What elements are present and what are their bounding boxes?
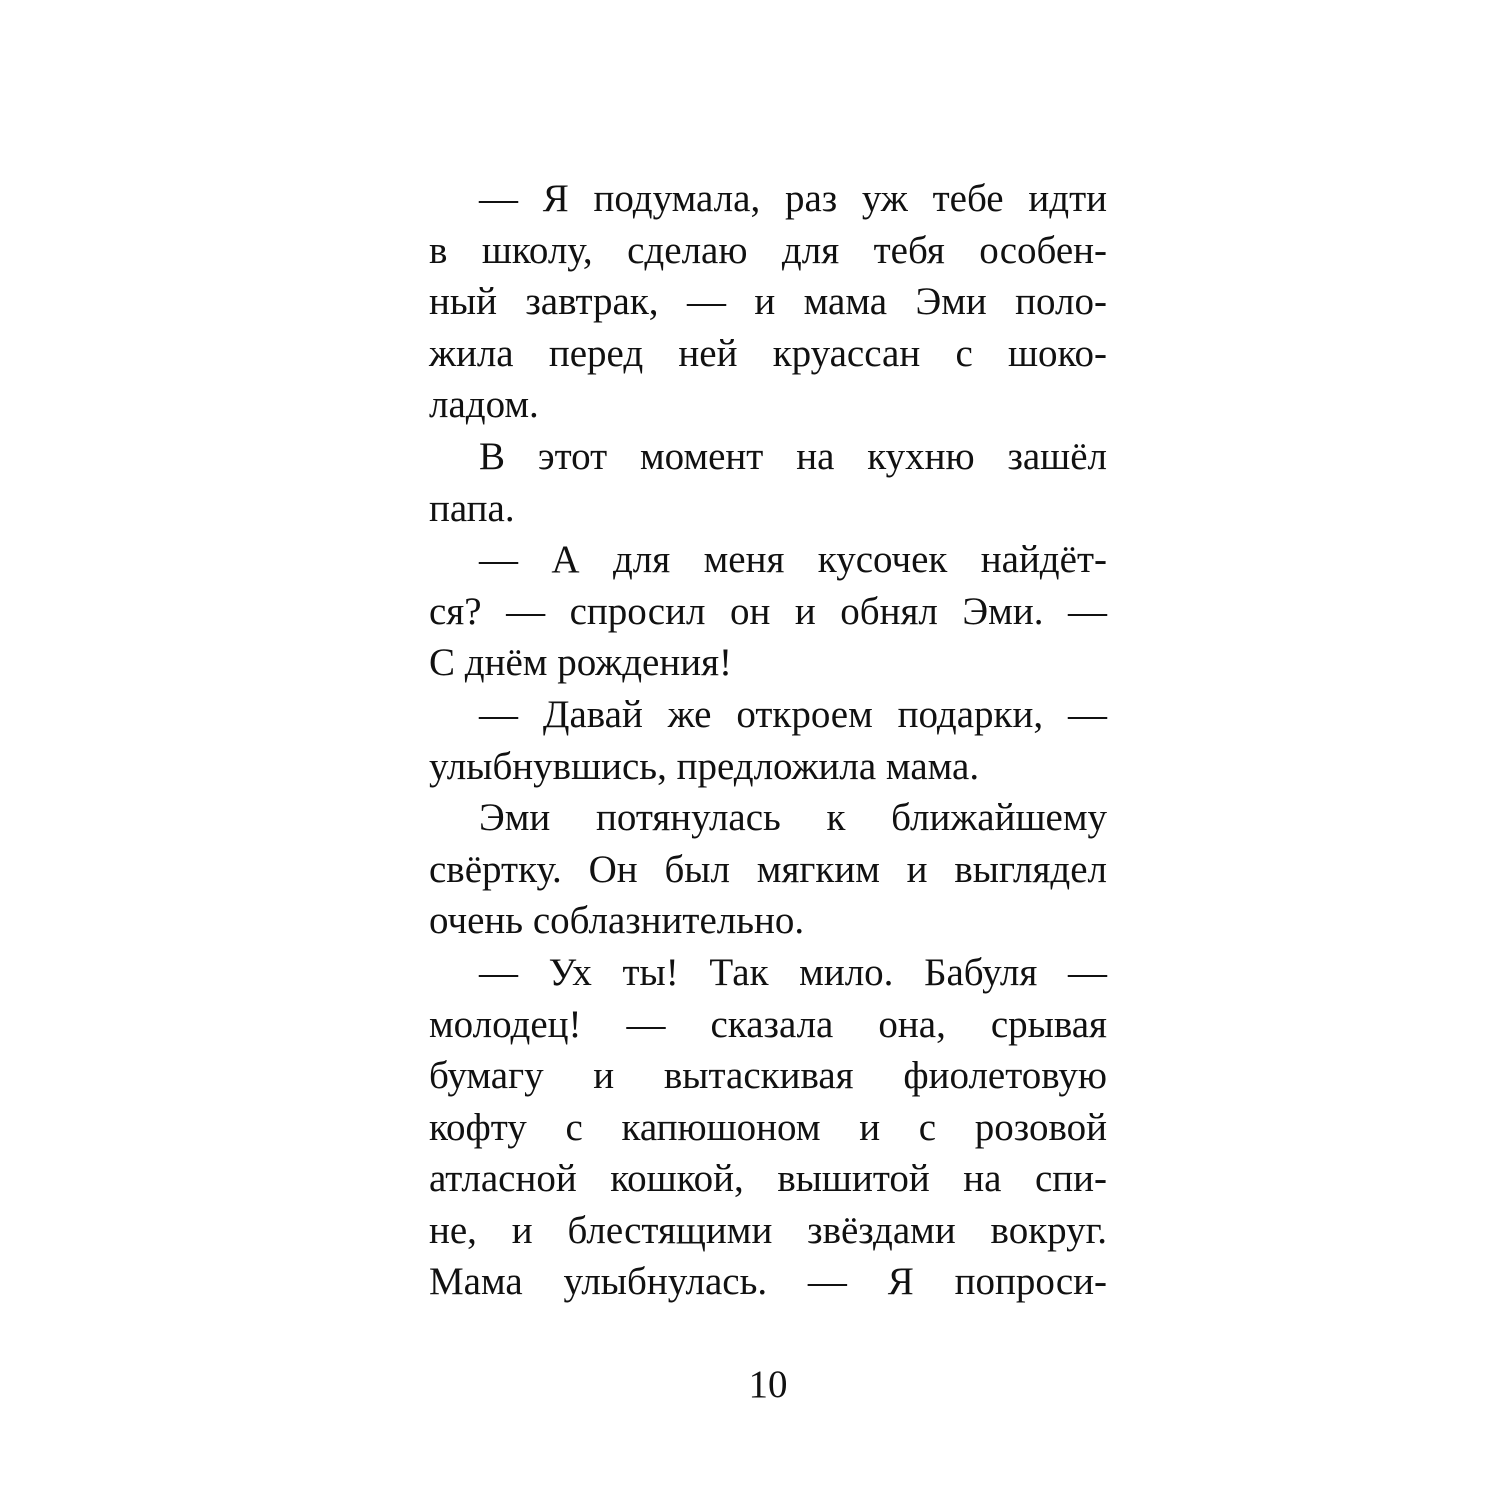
text-line: — Ух ты! Так мило. Бабуля — <box>479 950 1107 994</box>
text-line: ся? — спросил он и обнял Эми. — <box>429 589 1107 633</box>
text-line: ладом. <box>429 383 539 427</box>
text-line: С днём рождения! <box>429 641 733 685</box>
text-line: молодец! — сказала она, срывая <box>429 1002 1107 1046</box>
text-line: улыбнувшись, предложила мама. <box>429 744 980 788</box>
text-line: атласной кошкой, вышитой на спи- <box>429 1157 1107 1201</box>
page-number: 10 <box>748 1363 788 1406</box>
body-text <box>429 173 1107 1308</box>
text-line: жила перед ней круассан с шоко- <box>429 331 1107 375</box>
text-line: в школу, сделаю для тебя особен- <box>429 228 1107 272</box>
text-line: кофту с капюшоном и с розовой <box>429 1105 1107 1149</box>
text-line: бумагу и вытаскивая фиолетовую <box>429 1054 1107 1098</box>
text-line: свёртку. Он был мягким и выглядел <box>429 847 1107 891</box>
text-line: Эми потянулась к ближайшему <box>479 796 1107 840</box>
text-line: — Я подумала, раз уж тебе идти <box>479 177 1107 220</box>
text-line: папа. <box>429 486 515 530</box>
text-line: не, и блестящими звёздами вокруг. <box>429 1208 1107 1252</box>
text-line: В этот момент на кухню зашёл <box>479 434 1107 478</box>
text-line: Мама улыбнулась. — Я попроси- <box>429 1260 1107 1304</box>
text-line: очень соблазнительно. <box>429 899 805 943</box>
text-line: — Давай же откроем подарки, — <box>479 692 1107 736</box>
text-line: ный завтрак, — и мама Эми поло- <box>429 280 1107 324</box>
text-line: — А для меня кусочек найдёт- <box>479 538 1107 582</box>
